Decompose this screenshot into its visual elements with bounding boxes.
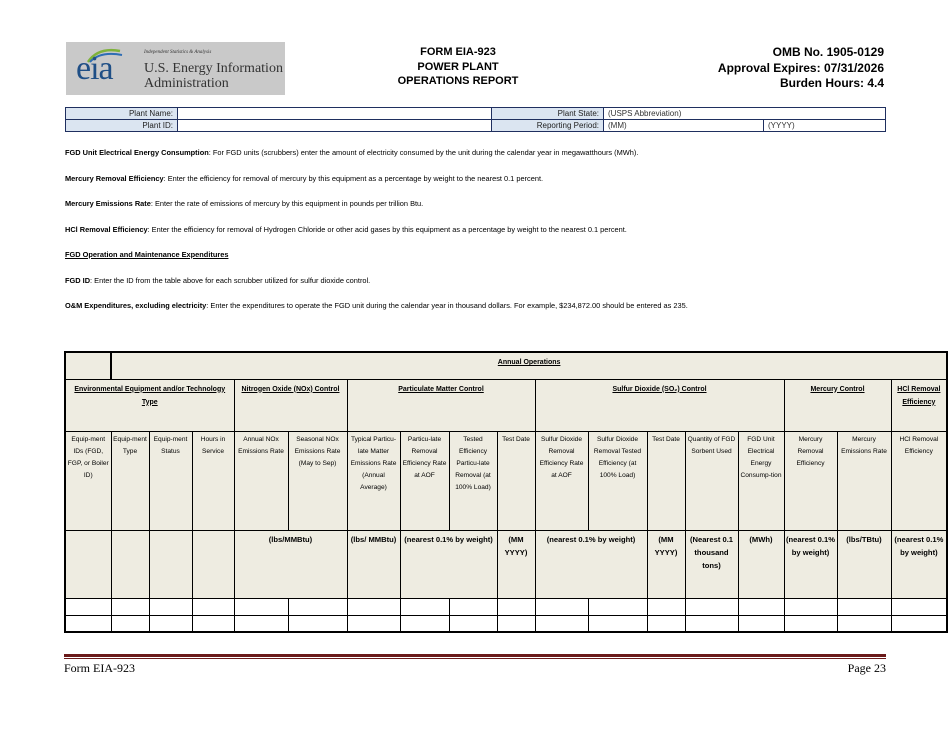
entry-cell[interactable] [192, 598, 234, 615]
col-seasonal-nox-rate: Seasonal NOx Emissions Rate (May to Sep) [288, 431, 347, 530]
col-hcl-removal: HCl Removal Efficiency [891, 431, 947, 530]
entry-cell[interactable] [288, 615, 347, 632]
entry-cell[interactable] [149, 615, 192, 632]
unit-pm-date: (MM YYYY) [497, 530, 535, 598]
entry-cell[interactable] [784, 615, 837, 632]
reporting-year-field[interactable]: (YYYY) [764, 120, 886, 132]
footer-rule-thin [64, 658, 886, 659]
entry-cell[interactable] [647, 615, 685, 632]
instruction-term: FGD ID [65, 276, 91, 285]
entry-cell[interactable] [738, 598, 784, 615]
unit-empty [192, 530, 234, 598]
instruction-fgd-om-heading [65, 250, 228, 259]
group-environmental-equipment: Environmental Equipment and/or Technology Type [65, 379, 234, 431]
instruction-term: O&M Expenditures, excluding electricity [65, 301, 207, 310]
entry-cell[interactable] [588, 598, 647, 615]
reporting-month-field[interactable]: (MM) [604, 120, 764, 132]
group-hcl-removal: HCl Removal Efficiency [891, 379, 947, 431]
col-annual-nox-rate: Annual NOx Emissions Rate [234, 431, 288, 530]
unit-so2-date: (MM YYYY) [647, 530, 685, 598]
corner-cell [65, 352, 111, 379]
col-hours-in-service: Hours in Service [192, 431, 234, 530]
form-title-line3: OPERATIONS REPORT [397, 75, 519, 87]
footer-page-number: Page 23 [847, 661, 886, 675]
footer-rule-thick [64, 654, 886, 657]
entry-cell[interactable] [497, 615, 535, 632]
plant-id-label: Plant ID: [66, 120, 178, 132]
col-pm-removal-efficiency: Particu-late Removal Efficiency Rate at AOF [400, 431, 449, 530]
omb-block [718, 45, 884, 92]
instruction-fgd-energy [65, 148, 638, 157]
entry-cell[interactable] [65, 615, 111, 632]
instruction-mercury-removal [65, 174, 543, 183]
col-fgd-sorbent: Quantity of FGD Sorbent Used [685, 431, 738, 530]
unit-mwh: (MWh) [738, 530, 784, 598]
col-mercury-removal: Mercury Removal Efficiency [784, 431, 837, 530]
unit-pm-rate: (lbs/ MMBtu) [347, 530, 400, 598]
annual-operations-table [64, 351, 948, 633]
unit-pm-efficiency: (nearest 0.1% by weight) [400, 530, 497, 598]
entry-cell[interactable] [685, 598, 738, 615]
entry-cell[interactable] [497, 598, 535, 615]
col-mercury-emissions: Mercury Emissions Rate [837, 431, 891, 530]
form-title [378, 45, 538, 89]
col-equipment-ids: Equip-ment IDs (FGD, FGP, or Boiler ID) [65, 431, 111, 530]
entry-cell[interactable] [738, 615, 784, 632]
col-typical-pm-rate: Typical Particu-late Matter Emissions Rate (Annual Average) [347, 431, 400, 530]
entry-cell[interactable] [535, 598, 588, 615]
group-particulate-matter: Particulate Matter Control [347, 379, 535, 431]
col-pm-test-date: Test Date [497, 431, 535, 530]
entry-cell[interactable] [647, 598, 685, 615]
entry-cell[interactable] [400, 615, 449, 632]
instruction-text: : Enter the rate of emissions of mercury by this equipment in pounds per trillion Btu. [150, 199, 424, 208]
burden-hours: Burden Hours: 4.4 [779, 76, 884, 90]
entry-cell[interactable] [234, 598, 288, 615]
entry-cell[interactable] [685, 615, 738, 632]
entry-cell[interactable] [192, 615, 234, 632]
instruction-term: FGD Unit Electrical Energy Consumption [65, 148, 209, 157]
plant-name-label: Plant Name: [66, 108, 178, 120]
unit-so2-efficiency: (nearest 0.1% by weight) [535, 530, 647, 598]
group-mercury-control: Mercury Control [784, 379, 891, 431]
unit-nox: (lbs/MMBtu) [234, 530, 347, 598]
table-row [65, 598, 947, 615]
entry-cell[interactable] [449, 598, 497, 615]
col-so2-test-date: Test Date [647, 431, 685, 530]
entry-cell[interactable] [535, 615, 588, 632]
instruction-text: : Enter the expenditures to operate the FGD unit during the calendar year in thousand dollars. For example, $234,872.00 should be entered as 235. [206, 301, 688, 310]
col-so2-removal-efficiency: Sulfur Dioxide Removal Efficiency Rate at AOF [535, 431, 588, 530]
instruction-om-expenditures [65, 301, 688, 310]
footer-form-name: Form EIA-923 [64, 661, 135, 675]
instruction-term: Mercury Removal Efficiency [65, 174, 164, 183]
group-sulfur-dioxide: Sulfur Dioxide (SO₂) Control [535, 379, 784, 431]
instruction-text: : Enter the efficiency for removal of mercury by this equipment as a percentage by weight to the nearest 0.1 percent. [163, 174, 544, 183]
entry-cell[interactable] [111, 598, 149, 615]
instruction-fgd-id [65, 276, 370, 285]
form-title-line1: FORM EIA-923 [420, 46, 496, 58]
plant-info-table [65, 107, 886, 132]
logo-org-line2: Administration [144, 76, 229, 91]
instruction-hcl-removal [65, 225, 627, 234]
instruction-text: : For FGD units (scrubbers) enter the amount of electricity consumed by the unit during the calendar year in megawatthours (MWh). [208, 148, 639, 157]
entry-cell[interactable] [400, 598, 449, 615]
unit-empty [111, 530, 149, 598]
instruction-term: Mercury Emissions Rate [65, 199, 151, 208]
logo-tagline: Independent Statistics & Analysis [144, 50, 212, 55]
logo-org-line1: U.S. Energy Information [144, 61, 283, 76]
entry-cell[interactable] [234, 615, 288, 632]
plant-name-field[interactable] [178, 108, 492, 120]
instruction-mercury-emissions [65, 199, 423, 208]
entry-cell[interactable] [588, 615, 647, 632]
entry-cell[interactable] [347, 615, 400, 632]
approval-expiry: Approval Expires: 07/31/2026 [717, 60, 884, 75]
eia-logo [66, 42, 285, 95]
annual-operations-heading: Annual Operations [111, 352, 947, 379]
reporting-period-label: Reporting Period: [492, 120, 604, 132]
plant-state-label: Plant State: [492, 108, 604, 120]
col-equipment-type: Equip-ment Type [111, 431, 149, 530]
entry-cell[interactable] [111, 615, 149, 632]
col-so2-tested-efficiency: Sulfur Dioxide Removal Tested Efficiency (at 100% Load) [588, 431, 647, 530]
entry-cell[interactable] [347, 598, 400, 615]
unit-mercury-efficiency: (nearest 0.1% by weight) [784, 530, 837, 598]
plant-id-field[interactable] [178, 120, 492, 132]
instruction-text: : Enter the ID from the table above for each scrubber utilized for sulfur dioxide control. [90, 276, 371, 285]
entry-cell[interactable] [784, 598, 837, 615]
entry-cell[interactable] [891, 598, 947, 615]
unit-hcl-efficiency: (nearest 0.1% by weight) [891, 530, 947, 598]
col-equipment-status: Equip-ment Status [149, 431, 192, 530]
unit-mercury-rate: (lbs/TBtu) [837, 530, 891, 598]
eia-wordmark: eia [76, 50, 113, 87]
form-title-line2: POWER PLANT [417, 60, 499, 73]
entry-cell[interactable] [837, 615, 891, 632]
section-heading: FGD Operation and Maintenance Expenditures [65, 250, 229, 259]
group-nox-control: Nitrogen Oxide (NOx) Control [234, 379, 347, 431]
col-pm-tested-efficiency: Tested Efficiency Particu-late Removal (at 100% Load) [449, 431, 497, 530]
entry-cell[interactable] [449, 615, 497, 632]
unit-sorbent: (Nearest 0.1 thousand tons) [685, 530, 738, 598]
omb-number: OMB No. 1905-0129 [772, 45, 884, 59]
entry-cell[interactable] [288, 598, 347, 615]
plant-state-field[interactable]: (USPS Abbreviation) [604, 108, 886, 120]
entry-cell[interactable] [65, 598, 111, 615]
instruction-text: : Enter the efficiency for removal of Hydrogen Chloride or other acid gases by this equipment as a percentage by weight to the nearest 0.1 percent. [147, 225, 627, 234]
instruction-term: HCl Removal Efficiency [65, 225, 148, 234]
unit-empty [65, 530, 111, 598]
entry-cell[interactable] [149, 598, 192, 615]
unit-empty [149, 530, 192, 598]
col-fgd-energy: FGD Unit Electrical Energy Consump-tion [738, 431, 784, 530]
entry-cell[interactable] [891, 615, 947, 632]
table-row [65, 615, 947, 632]
entry-cell[interactable] [837, 598, 891, 615]
